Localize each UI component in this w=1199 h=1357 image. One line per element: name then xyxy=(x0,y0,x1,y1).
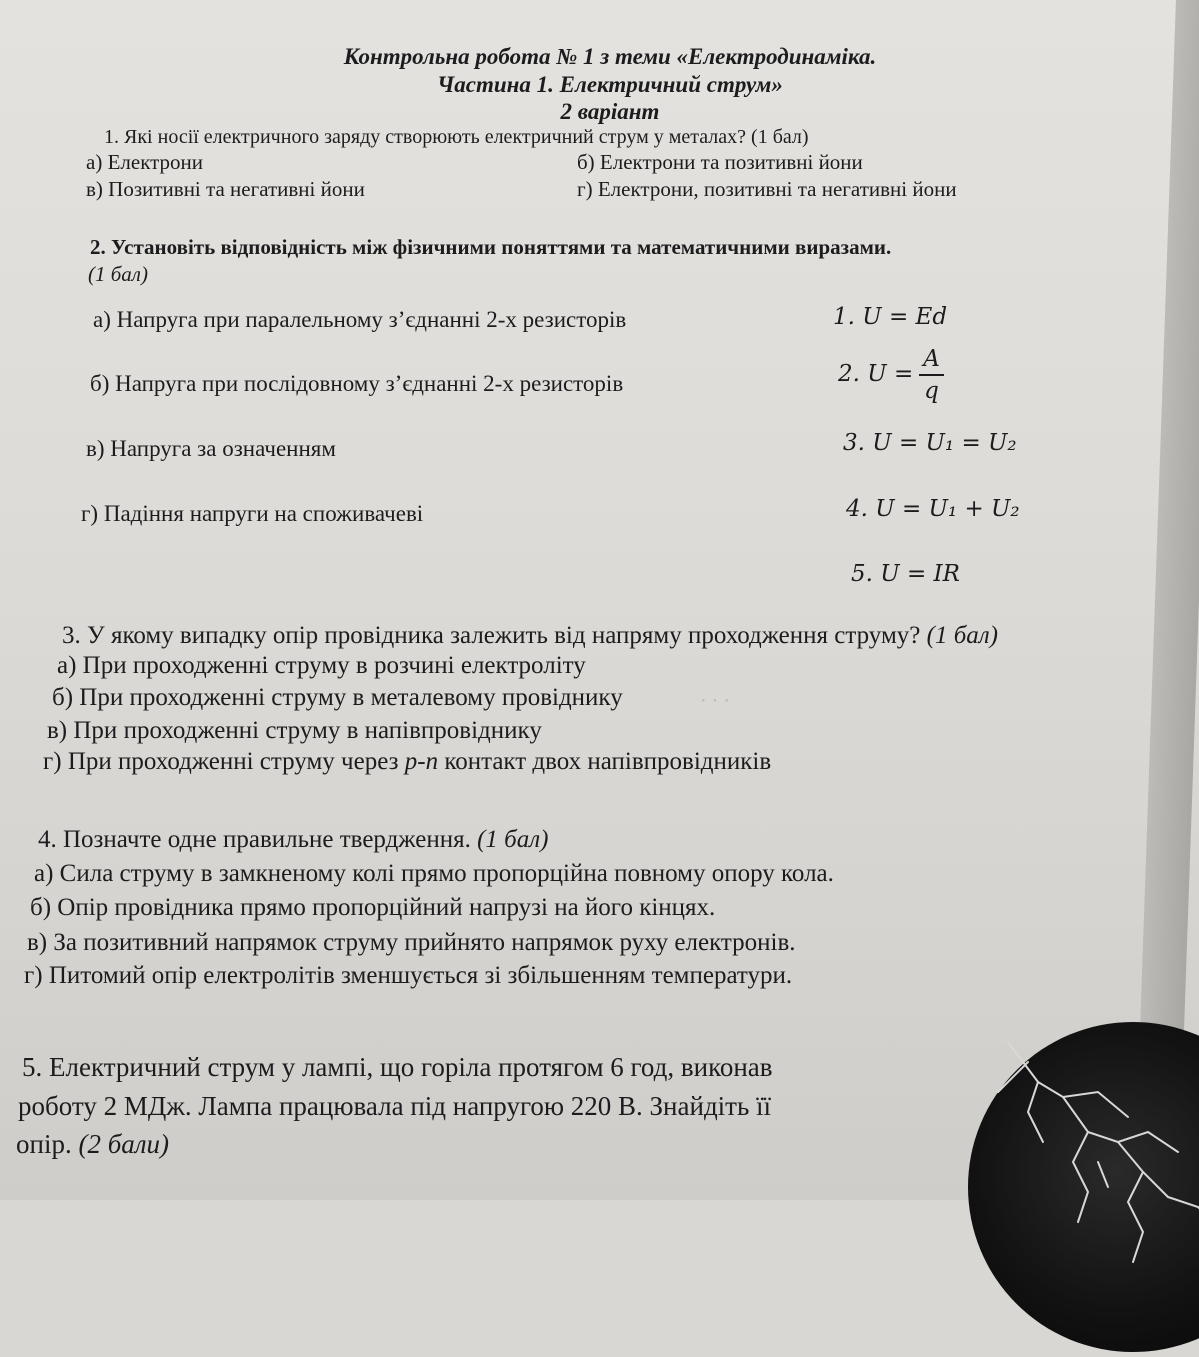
q1-option-d: г) Електрони, позитивні та негативні йони xyxy=(577,177,957,201)
variant-label: 2 варіант xyxy=(560,99,660,124)
q2-points: (1 бал) xyxy=(88,262,148,286)
q3-option-d-pn: p-n xyxy=(404,748,439,775)
q3-option-b: б) При проходженні струму в металевому провіднику xyxy=(52,684,623,711)
q4-option-b: б) Опір провідника прямо пропорційний напрузі на його кінцях. xyxy=(30,894,716,921)
q2-right-2-label: 2. U = xyxy=(838,361,914,387)
plasma-ball-photo xyxy=(968,1022,1199,1352)
q2-left-b: б) Напруга при послідовному з’єднанні 2-х резисторів xyxy=(90,371,624,396)
q1-option-b: б) Електрони та позитивні йони xyxy=(577,150,863,174)
q5-line-3 xyxy=(16,1129,169,1160)
show-through-text: · · · xyxy=(700,690,730,712)
q1-option-c: в) Позитивні та негативні йони xyxy=(86,177,365,201)
fraction-denominator: q xyxy=(924,378,939,404)
q4-question xyxy=(38,826,548,854)
fraction-numerator: A xyxy=(919,344,944,376)
q3-points: (1 бал) xyxy=(926,622,998,649)
title-line-1: Контрольна робота № 1 з теми «Електродинаміка. xyxy=(343,44,877,69)
q3-option-d xyxy=(43,748,771,776)
q4-option-a: а) Сила струму в замкненому колі прямо пропорційна повному опору кола. xyxy=(34,860,834,887)
q2-right-4: 4. U = U₁ + U₂ xyxy=(846,496,1020,522)
q2-right-3: 3. U = U₁ = U₂ xyxy=(843,430,1017,456)
q2-question: 2. Установіть відповідність між фізичними поняттями та математичними виразами. xyxy=(90,235,892,259)
q4-points: (1 бал) xyxy=(477,826,549,853)
q2-right-1: 1. U = Ed xyxy=(833,304,948,330)
q2-left-d: г) Падіння напруги на споживачеві xyxy=(81,501,424,526)
q4-question-text: 4. Позначте одне правильне твердження. xyxy=(38,826,471,853)
q2-left-a: а) Напруга при паралельному з’єднанні 2-х резисторів xyxy=(93,307,627,332)
q2-left-c: в) Напруга за означенням xyxy=(86,436,336,461)
q4-option-d: г) Питомий опір електролітів зменшується зі збільшенням температури. xyxy=(24,962,793,989)
q5-line-2: роботу 2 МДж. Лампа працювала під напругою 220 В. Знайдіть її xyxy=(18,1091,772,1121)
q4-option-c: в) За позитивний напрямок струму прийнято напрямок руху електронів. xyxy=(27,929,796,956)
q2-right-2 xyxy=(838,344,944,406)
q5-line-1: 5. Електричний струм у лампі, що горіла протягом 6 год, виконав xyxy=(22,1052,773,1082)
q2-right-5: 5. U = IR xyxy=(851,561,960,587)
q1-option-a: а) Електрони xyxy=(86,150,204,174)
q3-option-c: в) При проходженні струму в напівпровіднику xyxy=(47,717,542,744)
q3-question xyxy=(62,622,998,650)
q3-option-d-post: контакт двох напівпровідників xyxy=(438,748,772,775)
q3-question-text: 3. У якому випадку опір провідника залежить від напряму проходження струму? xyxy=(62,622,921,649)
q3-option-d-pre: г) При проходженні струму через xyxy=(43,748,405,775)
lightning-icon xyxy=(968,1022,1199,1352)
q5-points: (2 бали) xyxy=(78,1129,170,1159)
q5-line-3-text: опір. xyxy=(16,1129,79,1159)
q2-fraction xyxy=(919,344,944,406)
q3-option-a: а) При проходженні струму в розчині електроліту xyxy=(57,652,586,679)
title-line-2: Частина 1. Електричний струм» xyxy=(437,72,783,97)
q1-question: 1. Які носії електричного заряду створюють електричний струм у металах? (1 бал) xyxy=(104,126,809,148)
